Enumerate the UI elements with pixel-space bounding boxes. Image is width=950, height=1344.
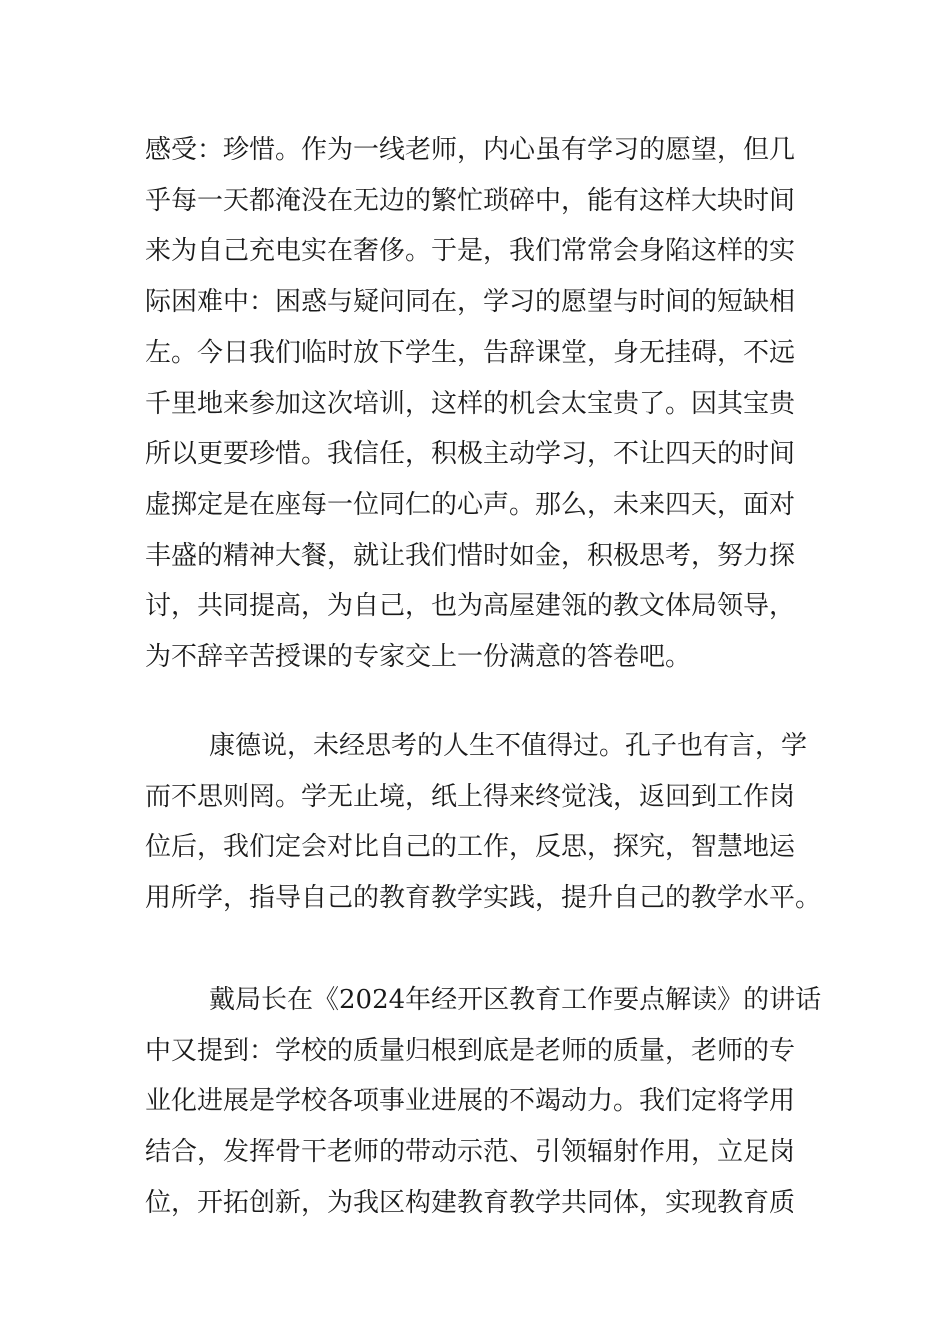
text-line: 丰盛的精神大餐，就让我们惜时如金，积极思考，努力探 <box>145 540 796 571</box>
text-line: 而不思则罔。学无止境，纸上得来终觉浅，返回到工作岗 <box>145 781 796 812</box>
text-line: 际困难中：困惑与疑问同在，学习的愿望与时间的短缺相 <box>145 287 796 318</box>
paragraph-cherish <box>145 125 815 683</box>
text-line: 千里地来参加这次培训，这样的机会太宝贵了。因其宝贵 <box>145 388 796 419</box>
text-line: 中又提到：学校的质量归根到底是老师的质量，老师的专 <box>145 1035 796 1066</box>
text-line: 结合，发挥骨干老师的带动示范、引领辐射作用，立足岗 <box>145 1137 796 1168</box>
text-line: 来为自己充电实在奢侈。于是，我们常常会身陷这样的实 <box>145 236 796 267</box>
text-line: 用所学，指导自己的教育教学实践，提升自己的教学水平。 <box>145 883 822 914</box>
text-line: 位后，我们定会对比自己的工作，反思，探究，智慧地运 <box>145 832 796 863</box>
text-line: 业化进展是学校各项事业进展的不竭动力。我们定将学用 <box>145 1086 796 1117</box>
text-line: 感受：珍惜。作为一线老师，内心虽有学习的愿望，但几 <box>145 135 796 165</box>
text-line: 康德说，未经思考的人生不值得过。孔子也有言，学 <box>209 731 808 761</box>
text-line: 位，开拓创新，为我区构建教育教学共同体，实现教育质 <box>145 1187 796 1218</box>
paragraph-reflection <box>145 721 822 924</box>
paragraph-director-speech <box>145 975 822 1229</box>
text-line: 戴局长在《2024年经开区教育工作要点解读》的讲话 <box>209 985 822 1015</box>
text-line: 讨，共同提高，为自己，也为高屋建瓴的教文体局领导， <box>145 591 796 622</box>
text-line: 虚掷定是在座每一位同仁的心声。那么，未来四天，面对 <box>145 489 796 520</box>
text-line: 所以更要珍惜。我信任，积极主动学习，不让四天的时间 <box>145 439 796 470</box>
text-line: 乎每一天都淹没在无边的繁忙琐碎中，能有这样大块时间 <box>145 185 796 216</box>
text-line: 左。今日我们临时放下学生，告辞课堂，身无挂碍，不远 <box>145 337 796 368</box>
text-line: 为不辞辛苦授课的专家交上一份满意的答卷吧。 <box>145 642 692 673</box>
